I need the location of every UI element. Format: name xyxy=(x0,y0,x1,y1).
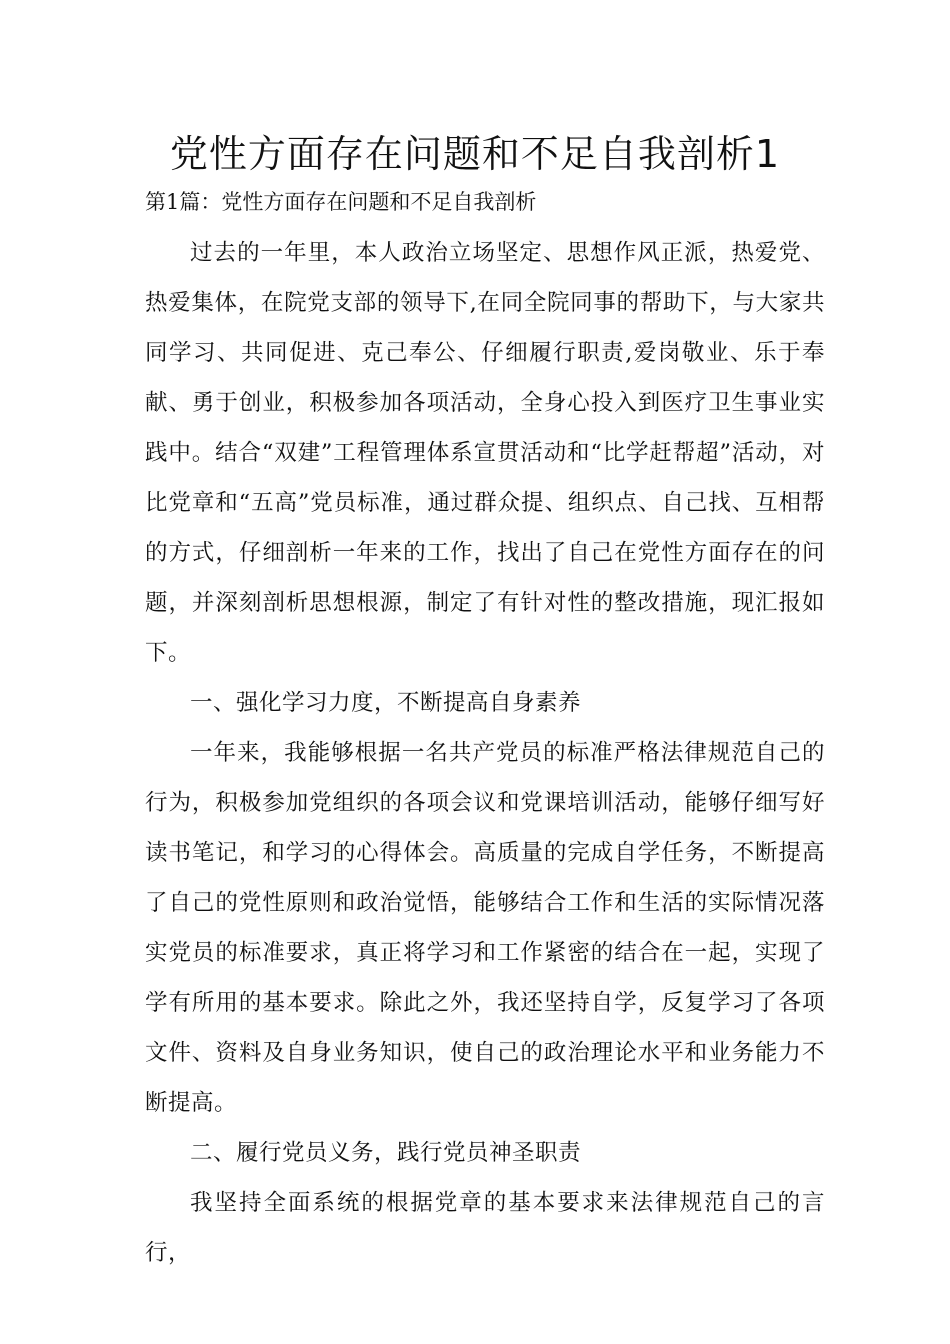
paragraph-section-1: 一年来，我能够根据一名共产党员的标准严格法律规范自己的行为，积极参加党组织的各项会议和党课培训活动，能够仔细写好读书笔记，和学习的心得体会。高质量的完成自学任务，不断提高了自己的党性原则和政治觉悟，能够结合工作和生活的实际情况落实党员的标准要求，真正将学习和工作紧密的结合在一起，实现了学有所用的基本要求。除此之外，我还坚持自学，反复学习了各项文件、资料及自身业务知识，使自己的政治理论水平和业务能力不断提高。 xyxy=(145,740,825,1116)
document-title: 党性方面存在问题和不足自我剖析1 xyxy=(169,132,781,176)
section-heading-2: 二、履行党员义务，践行党员神圣职责 xyxy=(190,1140,582,1166)
paragraph-section-2: 我坚持全面系统的根据党章的基本要求来法律规范自己的言行， xyxy=(145,1190,825,1266)
section-heading-1: 一、强化学习力度，不断提高自身素养 xyxy=(190,690,582,716)
document-body xyxy=(145,228,825,1278)
document-subtitle: 第1篇：党性方面存在问题和不足自我剖析 xyxy=(145,190,537,214)
paragraph-intro: 过去的一年里，本人政治立场坚定、思想作风正派，热爱党、热爱集体，在院党支部的领导下,在同全院同事的帮助下，与大家共同学习、共同促进、克己奉公、仔细履行职责,爱岗敬业、乐于奉献、勇于创业，积极参加各项活动，全身心投入到医疗卫生事业实践中。结合“双建”工程管理体系宣贯活动和“比学赶帮超”活动，对比党章和“五高”党员标准，通过群众提、组织点、自己找、互相帮的方式，仔细剖析一年来的工作，找出了自己在党性方面存在的问题，并深刻剖析思想根源，制定了有针对性的整改措施，现汇报如下。 xyxy=(145,240,825,666)
